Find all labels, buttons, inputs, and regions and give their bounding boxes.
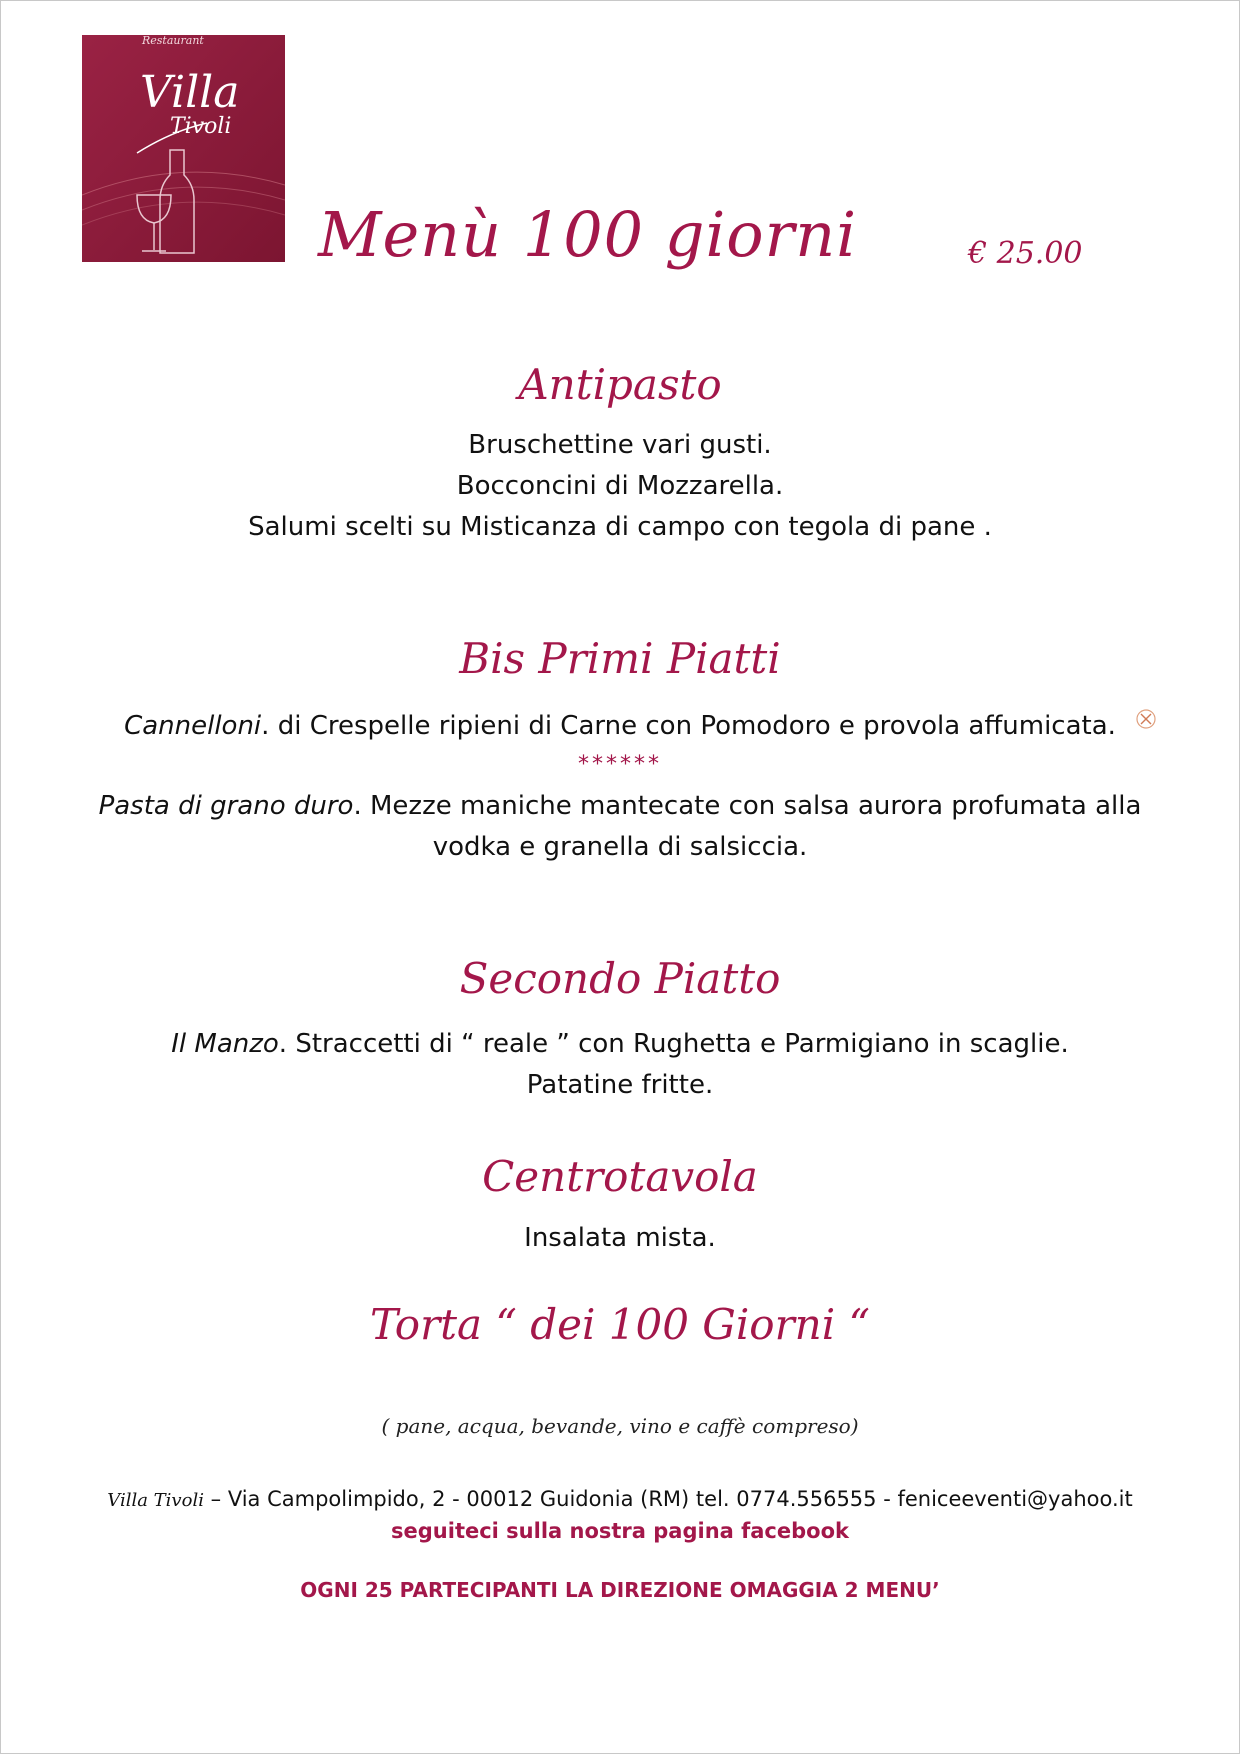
secondo-side: Patatine fritte. xyxy=(526,1070,714,1100)
x-circle-icon xyxy=(1135,708,1157,730)
secondo-dish-name: Il Manzo xyxy=(171,1029,279,1059)
menu-price: € 25.00 xyxy=(968,236,1083,271)
logo-restaurant-text: Restaurant xyxy=(142,35,204,47)
footer-address-line xyxy=(0,1487,1240,1511)
primi-dish-2 xyxy=(0,791,1240,821)
villa-tivoli-logo xyxy=(82,35,285,262)
logo-name-villa: Villa xyxy=(140,67,240,118)
primi-dish-2-name: Pasta di grano duro xyxy=(98,791,354,821)
promo-line: OGNI 25 PARTECIPANTI LA DIREZIONE OMAGGIA 2 MENU’ xyxy=(300,1578,940,1602)
primi-dish-1-desc: . di Crespelle ripieni di Carne con Pomodoro e provola affumicata. xyxy=(261,711,1116,741)
antipasto-line: Bocconcini di Mozzarella. xyxy=(456,471,784,501)
primi-dish-2-desc-2: vodka e granella di salsiccia. xyxy=(432,832,808,862)
included-note: ( pane, acqua, bevande, vino e caffè compreso) xyxy=(381,1414,859,1438)
section-heading-centrotavola: Centrotavola xyxy=(482,1152,758,1201)
primi-dish-1 xyxy=(0,711,1240,741)
antipasto-line: Salumi scelti su Misticanza di campo con tegola di pane . xyxy=(248,512,992,542)
footer-address: – Via Campolimpido, 2 - 00012 Guidonia (RM) tel. 0774.556555 - feniceeventi@yahoo.it xyxy=(203,1487,1133,1511)
menu-title: Menù 100 giorni xyxy=(318,198,858,271)
footer-venue: Villa Tivoli xyxy=(107,1490,204,1511)
section-heading-secondo: Secondo Piatto xyxy=(459,954,781,1003)
section-heading-antipasto: Antipasto xyxy=(518,360,722,409)
section-heading-torta: Torta “ dei 100 Giorni “ xyxy=(370,1300,870,1349)
dish-separator: ****** xyxy=(578,752,662,777)
centrotavola-line: Insalata mista. xyxy=(524,1223,716,1253)
secondo-dish-desc: . Straccetti di “ reale ” con Rughetta e Parmigiano in scaglie. xyxy=(278,1029,1069,1059)
logo-name-tivoli: Tivoli xyxy=(170,114,232,139)
antipasto-line: Bruschettine vari gusti. xyxy=(468,430,772,460)
facebook-line: seguiteci sulla nostra pagina facebook xyxy=(391,1519,849,1543)
secondo-dish xyxy=(0,1029,1240,1059)
primi-dish-1-name: Cannelloni xyxy=(124,711,262,741)
primi-dish-2-desc: . Mezze maniche mantecate con salsa aurora profumata alla xyxy=(353,791,1142,821)
section-heading-primi: Bis Primi Piatti xyxy=(459,634,781,683)
